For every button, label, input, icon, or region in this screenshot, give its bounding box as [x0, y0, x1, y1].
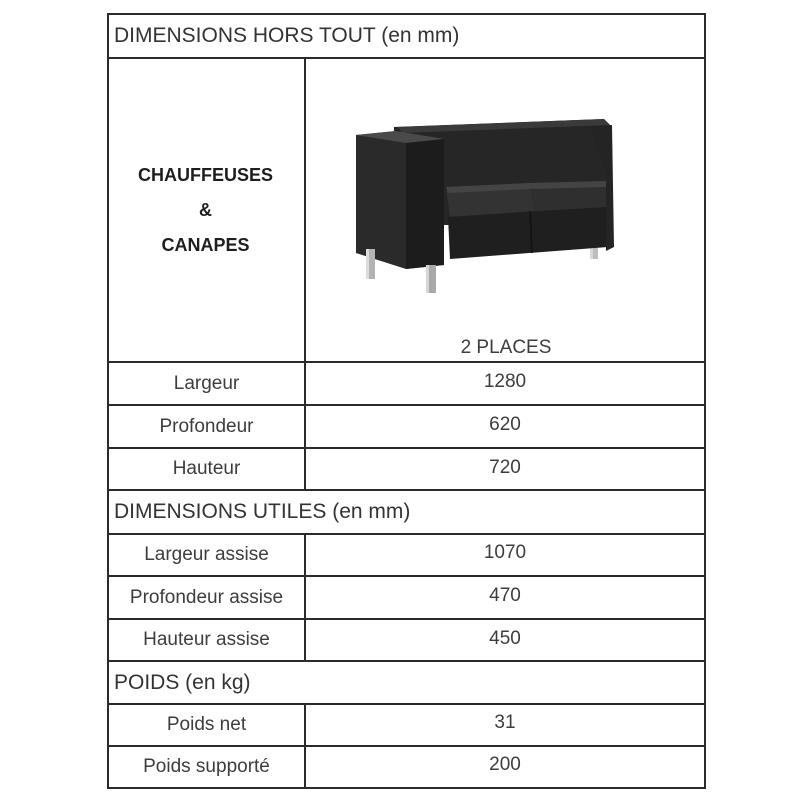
rule — [107, 787, 706, 789]
row-value: 620 — [489, 414, 521, 435]
row-label: Profondeur assise — [129, 586, 284, 608]
sofa-2-seater-image — [354, 113, 618, 293]
row-value: 720 — [489, 456, 521, 478]
row-value: 1070 — [483, 542, 527, 563]
row-label: Hauteur assise — [143, 629, 270, 650]
category-line: CHAUFFEUSES — [137, 165, 273, 185]
section-title-overall-dimensions: DIMENSIONS HORS TOUT (en mm) — [114, 24, 460, 47]
product-caption: 2 PLACES — [460, 337, 552, 358]
row-value: 470 — [489, 585, 521, 606]
category-line: CANAPES — [161, 235, 250, 255]
rule — [704, 13, 706, 789]
row-label: Hauteur — [172, 458, 241, 479]
row-value: 31 — [494, 712, 516, 733]
row-label: Poids supporté — [143, 756, 270, 777]
row-value: 1280 — [483, 371, 527, 392]
row-value: 450 — [489, 627, 521, 649]
row-label: Profondeur — [159, 415, 254, 437]
section-title-useful-dimensions: DIMENSIONS UTILES (en mm) — [114, 500, 411, 523]
row-label: Largeur assise — [144, 544, 269, 565]
section-title-weight: POIDS (en kg) — [114, 670, 251, 694]
row-label: Poids net — [166, 714, 247, 735]
category-ampersand: & — [199, 200, 212, 220]
dimensions-table — [107, 13, 706, 789]
category-label — [107, 59, 304, 362]
row-label: Largeur — [173, 372, 240, 394]
row-value: 200 — [489, 754, 521, 775]
